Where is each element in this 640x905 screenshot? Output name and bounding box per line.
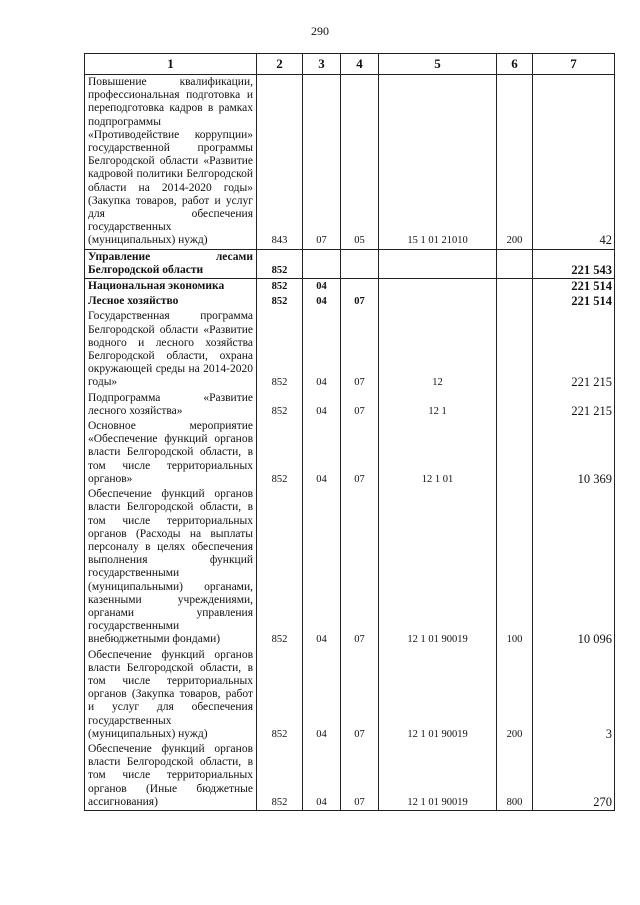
table-row bbox=[85, 294, 615, 309]
section-code: 04 bbox=[303, 294, 341, 309]
section-code bbox=[303, 249, 341, 278]
subsection-code: 07 bbox=[341, 648, 379, 742]
header-cell: 2 bbox=[257, 54, 303, 75]
expense-type bbox=[497, 294, 533, 309]
amount: 221 514 bbox=[533, 279, 615, 295]
budget-table bbox=[84, 53, 615, 811]
section-code: 04 bbox=[303, 419, 341, 487]
amount: 221 514 bbox=[533, 294, 615, 309]
target-article: 12 1 01 90019 bbox=[379, 487, 497, 647]
header-cell: 5 bbox=[379, 54, 497, 75]
expense-type bbox=[497, 391, 533, 419]
subsection-code: 07 bbox=[341, 742, 379, 811]
table-row bbox=[85, 648, 615, 742]
header-row bbox=[85, 54, 615, 75]
table-row bbox=[85, 309, 615, 390]
subsection-code bbox=[341, 249, 379, 278]
amount: 3 bbox=[533, 648, 615, 742]
expense-type bbox=[497, 309, 533, 390]
admin-code: 852 bbox=[257, 742, 303, 811]
item-name: Государственная программа Белгородской области «Развитие водного и лесного хозяйства Белгородской области, охрана окружающей среды на 2014-2020 годы» bbox=[85, 309, 257, 390]
item-name: Подпрограмма «Развитие лесного хозяйства» bbox=[85, 391, 257, 419]
header-cell: 6 bbox=[497, 54, 533, 75]
amount: 221 543 bbox=[533, 249, 615, 278]
target-article: 12 bbox=[379, 309, 497, 390]
admin-code: 852 bbox=[257, 249, 303, 278]
header-cell: 4 bbox=[341, 54, 379, 75]
section-code: 07 bbox=[303, 75, 341, 250]
target-article bbox=[379, 294, 497, 309]
table-row bbox=[85, 487, 615, 647]
target-article: 12 1 01 90019 bbox=[379, 648, 497, 742]
expense-type bbox=[497, 419, 533, 487]
amount: 270 bbox=[533, 742, 615, 811]
subsection-code: 07 bbox=[341, 294, 379, 309]
admin-code: 852 bbox=[257, 309, 303, 390]
expense-type: 200 bbox=[497, 648, 533, 742]
header-cell: 3 bbox=[303, 54, 341, 75]
item-name: Обеспечение функций органов власти Белгородской области, в том числе территориальных органов (Иные бюджетные ассигнования) bbox=[85, 742, 257, 811]
amount: 221 215 bbox=[533, 309, 615, 390]
expense-type bbox=[497, 279, 533, 295]
admin-code: 852 bbox=[257, 487, 303, 647]
target-article: 12 1 01 bbox=[379, 419, 497, 487]
admin-code: 852 bbox=[257, 391, 303, 419]
admin-code: 852 bbox=[257, 648, 303, 742]
table-row bbox=[85, 742, 615, 811]
item-name: Управление лесами Белгородской области bbox=[85, 249, 257, 278]
expense-type: 100 bbox=[497, 487, 533, 647]
expense-type bbox=[497, 249, 533, 278]
section-code: 04 bbox=[303, 391, 341, 419]
expense-type: 800 bbox=[497, 742, 533, 811]
target-article bbox=[379, 249, 497, 278]
subsection-code: 07 bbox=[341, 391, 379, 419]
subsection-code bbox=[341, 279, 379, 295]
table-row bbox=[85, 391, 615, 419]
subsection-code: 07 bbox=[341, 487, 379, 647]
table-row bbox=[85, 279, 615, 295]
expense-type: 200 bbox=[497, 75, 533, 250]
admin-code: 852 bbox=[257, 294, 303, 309]
item-name: Повышение квалификации, профессиональная подготовка и переподготовка кадров в рамках подпрограммы «Противодействие коррупции» государственной программы Белгородской области «Развитие кадровой политики Белгородской области на 2014-2020 годы» (Закупка товаров, работ и услуг для обеспечения государственных (муниципальных) нужд) bbox=[85, 75, 257, 250]
table-row bbox=[85, 75, 615, 250]
target-article: 12 1 bbox=[379, 391, 497, 419]
page-number: 290 bbox=[311, 24, 329, 38]
subsection-code: 05 bbox=[341, 75, 379, 250]
admin-code: 852 bbox=[257, 419, 303, 487]
admin-code: 852 bbox=[257, 279, 303, 295]
item-name: Национальная экономика bbox=[85, 279, 257, 295]
amount: 221 215 bbox=[533, 391, 615, 419]
target-article: 12 1 01 90019 bbox=[379, 742, 497, 811]
amount: 42 bbox=[533, 75, 615, 250]
item-name: Обеспечение функций органов власти Белгородской области, в том числе территориальных органов (Расходы на выплаты персоналу в целях обеспечения выполнения функций государственными (муниципальными) органами, казенными учреждениями, органами управления государственными внебюджетными фондами) bbox=[85, 487, 257, 647]
item-name: Основное мероприятие «Обеспечение функций органов власти Белгородской области, в том числе территориальных органов» bbox=[85, 419, 257, 487]
header-cell: 1 bbox=[85, 54, 257, 75]
section-code: 04 bbox=[303, 648, 341, 742]
subsection-code: 07 bbox=[341, 309, 379, 390]
header-cell: 7 bbox=[533, 54, 615, 75]
section-code: 04 bbox=[303, 487, 341, 647]
subsection-code: 07 bbox=[341, 419, 379, 487]
table-row bbox=[85, 419, 615, 487]
target-article bbox=[379, 279, 497, 295]
table-row bbox=[85, 249, 615, 278]
amount: 10 369 bbox=[533, 419, 615, 487]
section-code: 04 bbox=[303, 742, 341, 811]
target-article: 15 1 01 21010 bbox=[379, 75, 497, 250]
item-name: Лесное хозяйство bbox=[85, 294, 257, 309]
admin-code: 843 bbox=[257, 75, 303, 250]
amount: 10 096 bbox=[533, 487, 615, 647]
item-name: Обеспечение функций органов власти Белгородской области, в том числе территориальных органов (Закупка товаров, работ и услуг для обеспечения государственных (муниципальных) нужд) bbox=[85, 648, 257, 742]
section-code: 04 bbox=[303, 279, 341, 295]
section-code: 04 bbox=[303, 309, 341, 390]
